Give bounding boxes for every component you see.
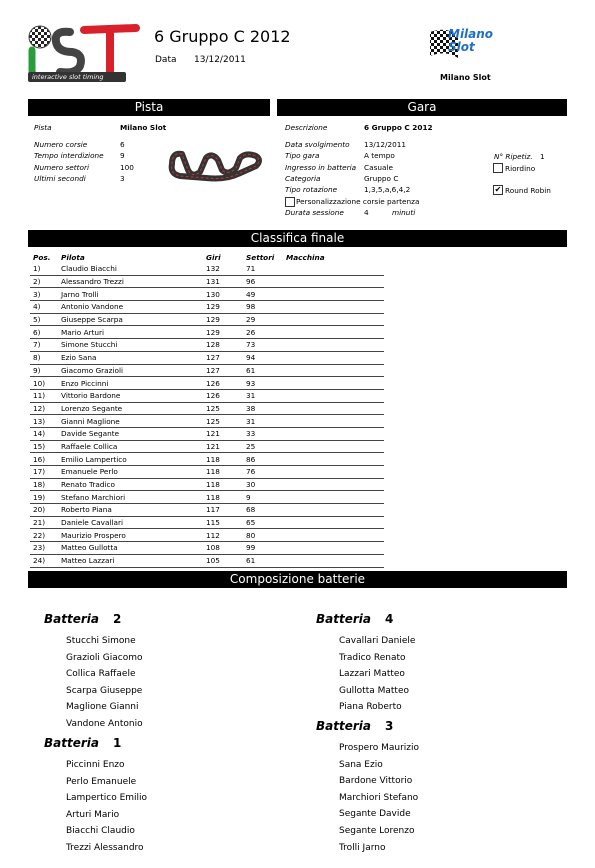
- batteria-heading: [316, 719, 393, 733]
- table-row: [30, 351, 384, 364]
- pista-value-interdizione: 9: [120, 151, 125, 160]
- cell-settori: 99: [243, 542, 283, 555]
- cell-pilota: Simone Stucchi: [58, 339, 203, 352]
- batteria-label: Batteria: [316, 612, 371, 626]
- round-robin-checkbox[interactable]: [493, 185, 503, 195]
- cell-settori: 26: [243, 326, 283, 339]
- table-row: [30, 453, 384, 466]
- cell-pos: 20): [30, 504, 58, 517]
- batteria-driver: Scarpa Giuseppe: [66, 685, 143, 696]
- cell-macchina: [283, 516, 384, 529]
- cell-pilota: Davide Segante: [58, 427, 203, 440]
- batteria-driver: Segante Davide: [339, 809, 411, 820]
- pista-name-value: Milano Slot: [120, 123, 167, 132]
- cell-macchina: [283, 415, 384, 428]
- cell-pilota: Roberto Piana: [58, 504, 203, 517]
- batteria-driver: Bardone Vittorio: [339, 776, 413, 787]
- table-row: [30, 529, 384, 542]
- cell-pos: 24): [30, 554, 58, 567]
- batteria-driver: Tradico Renato: [339, 652, 406, 663]
- gara-desc-value: 6 Gruppo C 2012: [364, 123, 433, 132]
- batteria-driver: Lazzari Matteo: [339, 669, 405, 680]
- cell-giri: 126: [203, 389, 243, 402]
- cell-pos: 23): [30, 542, 58, 555]
- cell-settori: 98: [243, 301, 283, 314]
- cell-settori: 80: [243, 529, 283, 542]
- cell-giri: 105: [203, 554, 243, 567]
- cell-pos: 12): [30, 402, 58, 415]
- batteria-driver: Maglione Gianni: [66, 702, 139, 713]
- cell-settori: 29: [243, 313, 283, 326]
- pista-bar: Pista: [28, 99, 270, 116]
- cell-settori: 25: [243, 440, 283, 453]
- cell-giri: 129: [203, 326, 243, 339]
- header-settori: Settori: [246, 253, 275, 262]
- cell-giri: 117: [203, 504, 243, 517]
- pista-value-secondi: 3: [120, 174, 125, 183]
- cell-settori: 76: [243, 466, 283, 479]
- logo-tagline: interactive slot timing: [32, 73, 104, 81]
- cell-pilota: Enzo Piccinni: [58, 377, 203, 390]
- table-row: [30, 263, 384, 275]
- cell-macchina: [283, 275, 384, 288]
- batteria-driver: Biacchi Claudio: [66, 826, 135, 837]
- table-row: [30, 364, 384, 377]
- pista-value-corsie: 6: [120, 140, 125, 149]
- table-row: [30, 466, 384, 479]
- batteria-heading: [44, 736, 121, 750]
- check-icon: ✔: [494, 185, 502, 194]
- cell-pos: 17): [30, 466, 58, 479]
- cell-pilota: Stefano Marchiori: [58, 491, 203, 504]
- cell-pilota: Jarno Trolli: [58, 288, 203, 301]
- cell-giri: 125: [203, 402, 243, 415]
- cell-giri: 132: [203, 263, 243, 275]
- cell-settori: 68: [243, 504, 283, 517]
- cell-giri: 128: [203, 339, 243, 352]
- gara-label-ingresso: Ingresso in batteria: [285, 163, 357, 172]
- batteria-heading: [44, 612, 121, 626]
- table-row: [30, 554, 384, 567]
- cell-settori: 30: [243, 478, 283, 491]
- gara-desc-label: Descrizione: [285, 123, 328, 132]
- batteria-driver: Vandone Antonio: [66, 719, 143, 729]
- cell-pos: 19): [30, 491, 58, 504]
- batteria-driver: Piccinni Enzo: [66, 760, 125, 770]
- batteria-driver: Piana Roberto: [339, 702, 402, 713]
- date-value: 13/12/2011: [194, 55, 246, 65]
- header-pos: Pos.: [33, 253, 51, 262]
- cell-settori: 31: [243, 389, 283, 402]
- gara-bar: Gara: [277, 99, 567, 116]
- durata-unit: minuti: [392, 208, 416, 217]
- cell-macchina: [283, 554, 384, 567]
- cell-pilota: Antonio Vandone: [58, 301, 203, 314]
- ist-logo: [26, 20, 144, 84]
- cell-settori: 96: [243, 275, 283, 288]
- cell-macchina: [283, 263, 384, 275]
- cell-giri: 121: [203, 440, 243, 453]
- cell-pos: 5): [30, 313, 58, 326]
- cell-pilota: Matteo Lazzari: [58, 554, 203, 567]
- durata-label: Durata sessione: [285, 208, 344, 217]
- cell-macchina: [283, 491, 384, 504]
- durata-value: 4: [364, 208, 369, 217]
- cell-settori: 71: [243, 263, 283, 275]
- pista-name-label: Pista: [34, 123, 52, 132]
- cell-pilota: Claudio Biacchi: [58, 263, 203, 275]
- cell-pos: 4): [30, 301, 58, 314]
- cell-pilota: Ezio Sana: [58, 351, 203, 364]
- cell-macchina: [283, 364, 384, 377]
- club-logo: [428, 22, 510, 62]
- batteria-label: Batteria: [316, 719, 371, 733]
- cell-pilota: Raffaele Collica: [58, 440, 203, 453]
- batteria-driver: Arturi Mario: [66, 809, 120, 820]
- cell-pos: 22): [30, 529, 58, 542]
- batteria-driver: Cavallari Daniele: [339, 636, 416, 646]
- table-row: [30, 402, 384, 415]
- cell-macchina: [283, 478, 384, 491]
- cell-settori: 65: [243, 516, 283, 529]
- batterie-bar: Composizione batterie: [28, 571, 567, 588]
- cell-settori: 38: [243, 402, 283, 415]
- cell-giri: 121: [203, 427, 243, 440]
- cell-macchina: [283, 504, 384, 517]
- cell-macchina: [283, 351, 384, 364]
- header-macchina: Macchina: [286, 253, 325, 262]
- table-row: [30, 440, 384, 453]
- cell-pilota: Maurizio Prospero: [58, 529, 203, 542]
- gara-value-data: 13/12/2011: [364, 140, 407, 149]
- riordino-checkbox[interactable]: [493, 163, 503, 173]
- club-logo-text: Milano Slot: [448, 27, 494, 54]
- header-giri: Giri: [206, 253, 221, 262]
- batteria-number: 3: [384, 719, 394, 733]
- cell-macchina: [283, 301, 384, 314]
- batteria-driver: Trezzi Alessandro: [66, 843, 144, 853]
- batteria-number: 1: [112, 736, 122, 750]
- cell-giri: 129: [203, 313, 243, 326]
- cell-pos: 3): [30, 288, 58, 301]
- table-row: [30, 478, 384, 491]
- cell-settori: 31: [243, 415, 283, 428]
- cell-settori: 61: [243, 364, 283, 377]
- cell-giri: 115: [203, 516, 243, 529]
- cell-pos: 6): [30, 326, 58, 339]
- cell-macchina: [283, 440, 384, 453]
- table-row: [30, 301, 384, 314]
- cell-macchina: [283, 402, 384, 415]
- batteria-driver: Grazioli Giacomo: [66, 652, 143, 663]
- cell-pos: 16): [30, 453, 58, 466]
- cell-giri: 108: [203, 542, 243, 555]
- batteria-driver: Segante Lorenzo: [339, 826, 415, 836]
- cell-settori: 49: [243, 288, 283, 301]
- cell-macchina: [283, 339, 384, 352]
- table-row: [30, 427, 384, 440]
- cell-pilota: Renato Tradico: [58, 478, 203, 491]
- cell-pos: 21): [30, 516, 58, 529]
- cell-pos: 7): [30, 339, 58, 352]
- cell-macchina: [283, 377, 384, 390]
- cell-settori: 33: [243, 427, 283, 440]
- cell-macchina: [283, 389, 384, 402]
- cell-macchina: [283, 453, 384, 466]
- batteria-driver: Trolli Jarno: [339, 842, 386, 853]
- table-row: [30, 313, 384, 326]
- table-row: [30, 415, 384, 428]
- cell-pos: 9): [30, 364, 58, 377]
- date-label: Data: [155, 55, 177, 65]
- club-name: Milano Slot: [440, 73, 491, 82]
- batteria-label: Batteria: [44, 612, 99, 626]
- track-layout-image: [166, 144, 266, 184]
- cell-giri: 126: [203, 377, 243, 390]
- cell-pos: 14): [30, 427, 58, 440]
- cell-pilota: Alessandro Trezzi: [58, 275, 203, 288]
- page-title: 6 Gruppo C 2012: [154, 27, 291, 46]
- table-row: [30, 377, 384, 390]
- batteria-heading: [316, 612, 393, 626]
- cell-pos: 10): [30, 377, 58, 390]
- personalizzazione-checkbox[interactable]: [285, 197, 295, 207]
- cell-giri: 131: [203, 275, 243, 288]
- cell-giri: 129: [203, 301, 243, 314]
- cell-pilota: Emilio Lampertico: [58, 453, 203, 466]
- gara-value-rotazione: 1,3,5,a,6,4,2: [364, 185, 411, 194]
- table-row: [30, 504, 384, 517]
- pista-label-secondi: Ultimi secondi: [34, 174, 86, 183]
- cell-giri: 118: [203, 466, 243, 479]
- batteria-driver: Stucchi Simone: [66, 636, 136, 646]
- cell-settori: 94: [243, 351, 283, 364]
- table-row: [30, 491, 384, 504]
- cell-macchina: [283, 542, 384, 555]
- cell-pilota: Vittorio Bardone: [58, 389, 203, 402]
- cell-pilota: Lorenzo Segante: [58, 402, 203, 415]
- cell-pilota: Emanuele Perlo: [58, 466, 203, 479]
- personalizzazione-label: Personalizzazione corsie partenza: [296, 197, 420, 206]
- pista-label-settori: Numero settori: [34, 163, 89, 172]
- cell-pos: 2): [30, 275, 58, 288]
- cell-giri: 118: [203, 478, 243, 491]
- cell-pilota: Mario Arturi: [58, 326, 203, 339]
- cell-pos: 15): [30, 440, 58, 453]
- cell-settori: 61: [243, 554, 283, 567]
- cell-macchina: [283, 326, 384, 339]
- cell-giri: 112: [203, 529, 243, 542]
- gara-value-ingresso: Casuale: [364, 163, 393, 172]
- table-row: [30, 326, 384, 339]
- batteria-number: 2: [112, 612, 122, 626]
- round-robin-label: Round Robin: [505, 186, 551, 195]
- cell-giri: 127: [203, 364, 243, 377]
- cell-macchina: [283, 427, 384, 440]
- cell-pilota: Giuseppe Scarpa: [58, 313, 203, 326]
- batteria-driver: Gullotta Matteo: [339, 685, 410, 696]
- batteria-driver: Sana Ezio: [339, 759, 383, 770]
- cell-settori: 86: [243, 453, 283, 466]
- gara-label-rotazione: Tipo rotazione: [285, 185, 338, 194]
- pista-value-settori: 100: [120, 163, 134, 172]
- cell-macchina: [283, 466, 384, 479]
- table-row: [30, 516, 384, 529]
- batteria-driver: Lampertico Emilio: [66, 793, 148, 804]
- cell-settori: 73: [243, 339, 283, 352]
- table-row: [30, 275, 384, 288]
- gara-value-categoria: Gruppo C: [364, 174, 399, 183]
- table-row: [30, 288, 384, 301]
- cell-pos: 11): [30, 389, 58, 402]
- cell-macchina: [283, 313, 384, 326]
- cell-pilota: Daniele Cavallari: [58, 516, 203, 529]
- cell-giri: 118: [203, 453, 243, 466]
- cell-pilota: Gianni Maglione: [58, 415, 203, 428]
- classifica-bar: Classifica finale: [28, 230, 567, 247]
- header-pilota: Pilota: [61, 253, 85, 262]
- results-header-row: [30, 252, 384, 263]
- cell-pos: 18): [30, 478, 58, 491]
- cell-settori: 9: [243, 491, 283, 504]
- gara-value-tipo: A tempo: [364, 151, 395, 160]
- table-row: [30, 542, 384, 555]
- batteria-driver: Marchiori Stefano: [339, 792, 419, 803]
- cell-macchina: [283, 529, 384, 542]
- batteria-driver: Perlo Emanuele: [66, 776, 137, 787]
- batteria-number: 4: [384, 612, 394, 626]
- pista-label-corsie: Numero corsie: [34, 140, 88, 149]
- gara-label-data: Data svolgimento: [285, 140, 350, 149]
- gara-label-tipo: Tipo gara: [285, 151, 320, 160]
- riordino-label: Riordino: [505, 164, 536, 173]
- cell-giri: 125: [203, 415, 243, 428]
- ripetiz-label: N° Ripetiz.: [494, 152, 533, 161]
- results-table: [30, 252, 384, 568]
- cell-macchina: [283, 288, 384, 301]
- cell-giri: 118: [203, 491, 243, 504]
- cell-giri: 127: [203, 351, 243, 364]
- cell-settori: 93: [243, 377, 283, 390]
- table-row: [30, 339, 384, 352]
- ripetiz-value: 1: [540, 152, 545, 161]
- cell-pilota: Matteo Gullotta: [58, 542, 203, 555]
- gara-label-categoria: Categoria: [285, 174, 321, 183]
- batteria-label: Batteria: [44, 736, 99, 750]
- pista-label-interdizione: Tempo interdizione: [34, 151, 104, 160]
- cell-giri: 130: [203, 288, 243, 301]
- cell-pos: 1): [30, 263, 58, 275]
- cell-pos: 8): [30, 351, 58, 364]
- batteria-driver: Collica Raffaele: [66, 669, 136, 680]
- cell-pos: 13): [30, 415, 58, 428]
- cell-pilota: Giacomo Grazioli: [58, 364, 203, 377]
- table-row: [30, 389, 384, 402]
- batteria-driver: Prospero Maurizio: [339, 743, 420, 753]
